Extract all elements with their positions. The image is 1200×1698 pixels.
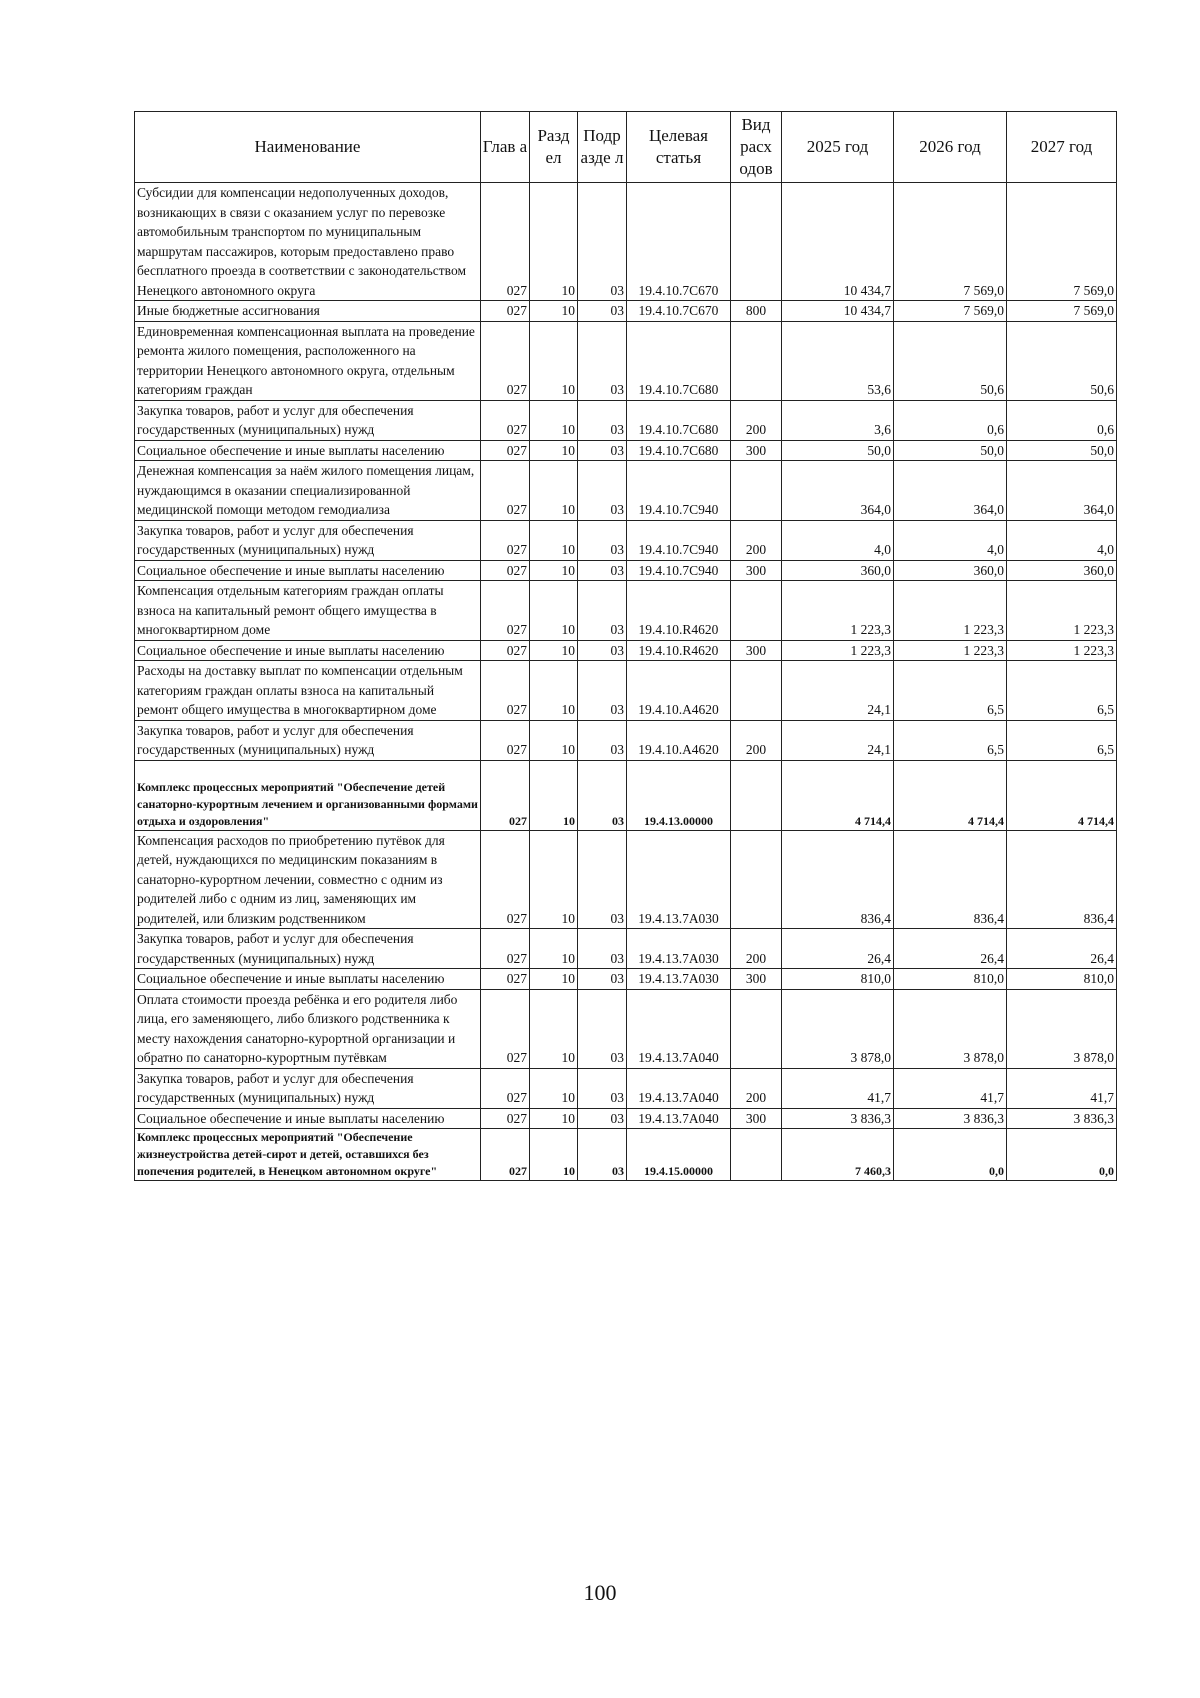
row-chapter: 027 <box>481 1108 530 1129</box>
table-row <box>135 1108 1117 1129</box>
row-2026: 26,4 <box>894 929 1007 969</box>
row-subsection: 03 <box>578 661 627 721</box>
row-target: 19.4.13.7А030 <box>627 929 731 969</box>
row-type <box>731 661 782 721</box>
table-row <box>135 1129 1117 1181</box>
budget-table-sheet <box>134 111 1116 1181</box>
row-chapter: 027 <box>481 321 530 400</box>
row-subsection: 03 <box>578 581 627 641</box>
row-name: Единовременная компенсационная выплата на проведение ремонта жилого помещения, расположенного на территории Ненецкого автономного округа, отдельным категориям граждан <box>135 321 481 400</box>
row-name: Закупка товаров, работ и услуг для обеспечения государственных (муниципальных) нужд <box>135 1068 481 1108</box>
row-subsection: 03 <box>578 929 627 969</box>
table-row <box>135 760 1117 830</box>
row-type <box>731 581 782 641</box>
row-subsection: 03 <box>578 461 627 521</box>
row-target: 19.4.15.00000 <box>627 1129 731 1181</box>
header-target: Целевая статья <box>627 112 731 183</box>
row-type: 300 <box>731 440 782 461</box>
row-2026: 810,0 <box>894 969 1007 990</box>
row-2026: 50,0 <box>894 440 1007 461</box>
row-2027: 1 223,3 <box>1007 640 1117 661</box>
header-section: Разд ел <box>530 112 578 183</box>
row-name: Закупка товаров, работ и услуг для обеспечения государственных (муниципальных) нужд <box>135 520 481 560</box>
row-2027: 6,5 <box>1007 661 1117 721</box>
row-2025: 836,4 <box>782 830 894 929</box>
row-chapter: 027 <box>481 989 530 1068</box>
row-2026: 7 569,0 <box>894 301 1007 322</box>
row-target: 19.4.10.7С680 <box>627 400 731 440</box>
row-target: 19.4.10.7С940 <box>627 461 731 521</box>
row-type: 300 <box>731 640 782 661</box>
row-section: 10 <box>530 661 578 721</box>
row-section: 10 <box>530 720 578 760</box>
header-chapter: Глав а <box>481 112 530 183</box>
row-name: Социальное обеспечение и иные выплаты населению <box>135 1108 481 1129</box>
row-chapter: 027 <box>481 183 530 301</box>
table-row <box>135 720 1117 760</box>
budget-table <box>134 111 1117 1181</box>
row-chapter: 027 <box>481 301 530 322</box>
row-target: 19.4.13.7А040 <box>627 1068 731 1108</box>
row-name: Социальное обеспечение и иные выплаты населению <box>135 640 481 661</box>
row-chapter: 027 <box>481 461 530 521</box>
row-type <box>731 183 782 301</box>
row-2025: 4 714,4 <box>782 760 894 830</box>
row-2027: 6,5 <box>1007 720 1117 760</box>
row-type <box>731 1129 782 1181</box>
row-subsection: 03 <box>578 1108 627 1129</box>
row-2027: 7 569,0 <box>1007 301 1117 322</box>
row-2025: 360,0 <box>782 560 894 581</box>
row-2026: 6,5 <box>894 720 1007 760</box>
row-name: Закупка товаров, работ и услуг для обеспечения государственных (муниципальных) нужд <box>135 400 481 440</box>
row-2025: 10 434,7 <box>782 301 894 322</box>
table-row <box>135 989 1117 1068</box>
row-subsection: 03 <box>578 301 627 322</box>
row-2026: 0,0 <box>894 1129 1007 1181</box>
row-target: 19.4.10.R4620 <box>627 640 731 661</box>
row-chapter: 027 <box>481 440 530 461</box>
row-2025: 26,4 <box>782 929 894 969</box>
row-2025: 364,0 <box>782 461 894 521</box>
row-chapter: 027 <box>481 661 530 721</box>
row-section: 10 <box>530 1129 578 1181</box>
row-section: 10 <box>530 1108 578 1129</box>
row-2026: 1 223,3 <box>894 581 1007 641</box>
page-number: 100 <box>583 1580 617 1605</box>
row-section: 10 <box>530 830 578 929</box>
table-row <box>135 400 1117 440</box>
row-2026: 836,4 <box>894 830 1007 929</box>
row-name: Социальное обеспечение и иные выплаты населению <box>135 560 481 581</box>
table-row <box>135 640 1117 661</box>
header-2025: 2025 год <box>782 112 894 183</box>
row-subsection: 03 <box>578 640 627 661</box>
row-subsection: 03 <box>578 989 627 1068</box>
row-2025: 50,0 <box>782 440 894 461</box>
row-subsection: 03 <box>578 560 627 581</box>
row-2026: 6,5 <box>894 661 1007 721</box>
table-row <box>135 581 1117 641</box>
row-2027: 836,4 <box>1007 830 1117 929</box>
row-subsection: 03 <box>578 183 627 301</box>
row-subsection: 03 <box>578 1068 627 1108</box>
row-2025: 53,6 <box>782 321 894 400</box>
table-row <box>135 830 1117 929</box>
row-type: 300 <box>731 969 782 990</box>
row-type <box>731 830 782 929</box>
row-name: Комплекс процессных мероприятий "Обеспечение детей санаторно-курортным лечением и организованными формами отдыха и оздоровления" <box>135 760 481 830</box>
row-chapter: 027 <box>481 560 530 581</box>
row-2026: 3 878,0 <box>894 989 1007 1068</box>
header-subsection: Подр азде л <box>578 112 627 183</box>
row-section: 10 <box>530 520 578 560</box>
row-subsection: 03 <box>578 321 627 400</box>
row-2027: 26,4 <box>1007 929 1117 969</box>
row-section: 10 <box>530 440 578 461</box>
header-type: Вид расх одов <box>731 112 782 183</box>
table-row <box>135 301 1117 322</box>
row-2025: 4,0 <box>782 520 894 560</box>
table-row <box>135 1068 1117 1108</box>
row-2026: 3 836,3 <box>894 1108 1007 1129</box>
row-section: 10 <box>530 321 578 400</box>
row-subsection: 03 <box>578 520 627 560</box>
table-header-row <box>135 112 1117 183</box>
row-name: Комплекс процессных мероприятий "Обеспечение жизнеустройства детей-сирот и детей, оставшихся без попечения родителей, в Ненецком автономном округе" <box>135 1129 481 1181</box>
row-name: Социальное обеспечение и иные выплаты населению <box>135 440 481 461</box>
row-subsection: 03 <box>578 440 627 461</box>
row-chapter: 027 <box>481 969 530 990</box>
row-2027: 360,0 <box>1007 560 1117 581</box>
row-section: 10 <box>530 760 578 830</box>
row-type: 200 <box>731 520 782 560</box>
row-2027: 1 223,3 <box>1007 581 1117 641</box>
row-2025: 24,1 <box>782 661 894 721</box>
row-name: Компенсация отдельным категориям граждан оплаты взноса на капитальный ремонт общего имущества в многоквартирном доме <box>135 581 481 641</box>
row-2025: 10 434,7 <box>782 183 894 301</box>
row-2025: 7 460,3 <box>782 1129 894 1181</box>
row-chapter: 027 <box>481 520 530 560</box>
table-row <box>135 461 1117 521</box>
row-2026: 0,6 <box>894 400 1007 440</box>
row-target: 19.4.10.7С680 <box>627 321 731 400</box>
row-2027: 50,0 <box>1007 440 1117 461</box>
row-chapter: 027 <box>481 1129 530 1181</box>
row-section: 10 <box>530 400 578 440</box>
row-2027: 3 878,0 <box>1007 989 1117 1068</box>
row-2025: 3,6 <box>782 400 894 440</box>
row-subsection: 03 <box>578 969 627 990</box>
row-chapter: 027 <box>481 760 530 830</box>
row-target: 19.4.10.R4620 <box>627 581 731 641</box>
row-target: 19.4.10.7С940 <box>627 520 731 560</box>
row-2026: 41,7 <box>894 1068 1007 1108</box>
row-section: 10 <box>530 640 578 661</box>
row-2025: 810,0 <box>782 969 894 990</box>
row-name: Денежная компенсация за наём жилого помещения лицам, нуждающимся в оказании специализированной медицинской помощи методом гемодиализа <box>135 461 481 521</box>
row-chapter: 027 <box>481 929 530 969</box>
row-2025: 24,1 <box>782 720 894 760</box>
table-body <box>135 183 1117 1181</box>
row-type <box>731 321 782 400</box>
row-target: 19.4.13.7А030 <box>627 969 731 990</box>
row-2025: 3 878,0 <box>782 989 894 1068</box>
row-target: 19.4.13.7А040 <box>627 1108 731 1129</box>
row-type: 300 <box>731 1108 782 1129</box>
row-2026: 360,0 <box>894 560 1007 581</box>
row-chapter: 027 <box>481 1068 530 1108</box>
row-2027: 0,6 <box>1007 400 1117 440</box>
row-2027: 7 569,0 <box>1007 183 1117 301</box>
row-chapter: 027 <box>481 720 530 760</box>
table-row <box>135 560 1117 581</box>
row-name: Социальное обеспечение и иные выплаты населению <box>135 969 481 990</box>
row-2025: 1 223,3 <box>782 581 894 641</box>
row-type: 200 <box>731 400 782 440</box>
row-chapter: 027 <box>481 581 530 641</box>
row-2026: 4,0 <box>894 520 1007 560</box>
row-type: 800 <box>731 301 782 322</box>
row-section: 10 <box>530 1068 578 1108</box>
header-2026: 2026 год <box>894 112 1007 183</box>
table-row <box>135 440 1117 461</box>
row-2026: 364,0 <box>894 461 1007 521</box>
row-2025: 1 223,3 <box>782 640 894 661</box>
row-chapter: 027 <box>481 640 530 661</box>
row-name: Расходы на доставку выплат по компенсации отдельным категориям граждан оплаты взноса на капитальный ремонт общего имущества в многоквартирном доме <box>135 661 481 721</box>
table-row <box>135 929 1117 969</box>
row-type: 300 <box>731 560 782 581</box>
row-2027: 4,0 <box>1007 520 1117 560</box>
header-2027: 2027 год <box>1007 112 1117 183</box>
row-subsection: 03 <box>578 400 627 440</box>
table-row <box>135 969 1117 990</box>
row-target: 19.4.10.7С680 <box>627 440 731 461</box>
row-target: 19.4.13.7А030 <box>627 830 731 929</box>
row-section: 10 <box>530 183 578 301</box>
row-2025: 3 836,3 <box>782 1108 894 1129</box>
row-target: 19.4.10.7С670 <box>627 301 731 322</box>
row-name: Закупка товаров, работ и услуг для обеспечения государственных (муниципальных) нужд <box>135 720 481 760</box>
row-section: 10 <box>530 301 578 322</box>
row-subsection: 03 <box>578 760 627 830</box>
row-target: 19.4.13.7А040 <box>627 989 731 1068</box>
row-subsection: 03 <box>578 720 627 760</box>
row-chapter: 027 <box>481 400 530 440</box>
row-name: Оплата стоимости проезда ребёнка и его родителя либо лица, его заменяющего, либо близкого родственника к месту нахождения санаторно-курортной организации и обратно по санаторно-курортным путёвкам <box>135 989 481 1068</box>
table-row <box>135 661 1117 721</box>
row-2027: 3 836,3 <box>1007 1108 1117 1129</box>
row-subsection: 03 <box>578 1129 627 1181</box>
row-2026: 4 714,4 <box>894 760 1007 830</box>
row-2027: 810,0 <box>1007 969 1117 990</box>
row-type: 200 <box>731 1068 782 1108</box>
row-2027: 41,7 <box>1007 1068 1117 1108</box>
row-section: 10 <box>530 989 578 1068</box>
table-row <box>135 321 1117 400</box>
row-type: 200 <box>731 929 782 969</box>
row-2025: 41,7 <box>782 1068 894 1108</box>
row-2026: 7 569,0 <box>894 183 1007 301</box>
row-target: 19.4.10.7С940 <box>627 560 731 581</box>
row-type <box>731 461 782 521</box>
row-section: 10 <box>530 929 578 969</box>
row-2026: 1 223,3 <box>894 640 1007 661</box>
row-name: Компенсация расходов по приобретению путёвок для детей, нуждающихся по медицинским показаниям в санаторно-курортном лечении, совместно с одним из родителей либо с одним из лиц, заменяющих им родителей, или близким родственником <box>135 830 481 929</box>
row-2027: 50,6 <box>1007 321 1117 400</box>
row-subsection: 03 <box>578 830 627 929</box>
row-name: Иные бюджетные ассигнования <box>135 301 481 322</box>
row-target: 19.4.13.00000 <box>627 760 731 830</box>
row-chapter: 027 <box>481 830 530 929</box>
row-2027: 364,0 <box>1007 461 1117 521</box>
row-target: 19.4.10.А4620 <box>627 661 731 721</box>
row-2027: 4 714,4 <box>1007 760 1117 830</box>
row-name: Закупка товаров, работ и услуг для обеспечения государственных (муниципальных) нужд <box>135 929 481 969</box>
table-row <box>135 520 1117 560</box>
row-section: 10 <box>530 581 578 641</box>
row-section: 10 <box>530 969 578 990</box>
row-2026: 50,6 <box>894 321 1007 400</box>
row-type <box>731 760 782 830</box>
row-type: 200 <box>731 720 782 760</box>
row-name: Субсидии для компенсации недополученных доходов, возникающих в связи с оказанием услуг по перевозке автомобильным транспортом по муниципальным маршрутам пассажиров, которым предоставлено право бесплатного проезда в соответствии с законодательством Ненецкого автономного округа <box>135 183 481 301</box>
row-section: 10 <box>530 560 578 581</box>
row-target: 19.4.10.А4620 <box>627 720 731 760</box>
row-type <box>731 989 782 1068</box>
row-2027: 0,0 <box>1007 1129 1117 1181</box>
row-section: 10 <box>530 461 578 521</box>
table-row <box>135 183 1117 301</box>
row-target: 19.4.10.7С670 <box>627 183 731 301</box>
header-name: Наименование <box>135 112 481 183</box>
